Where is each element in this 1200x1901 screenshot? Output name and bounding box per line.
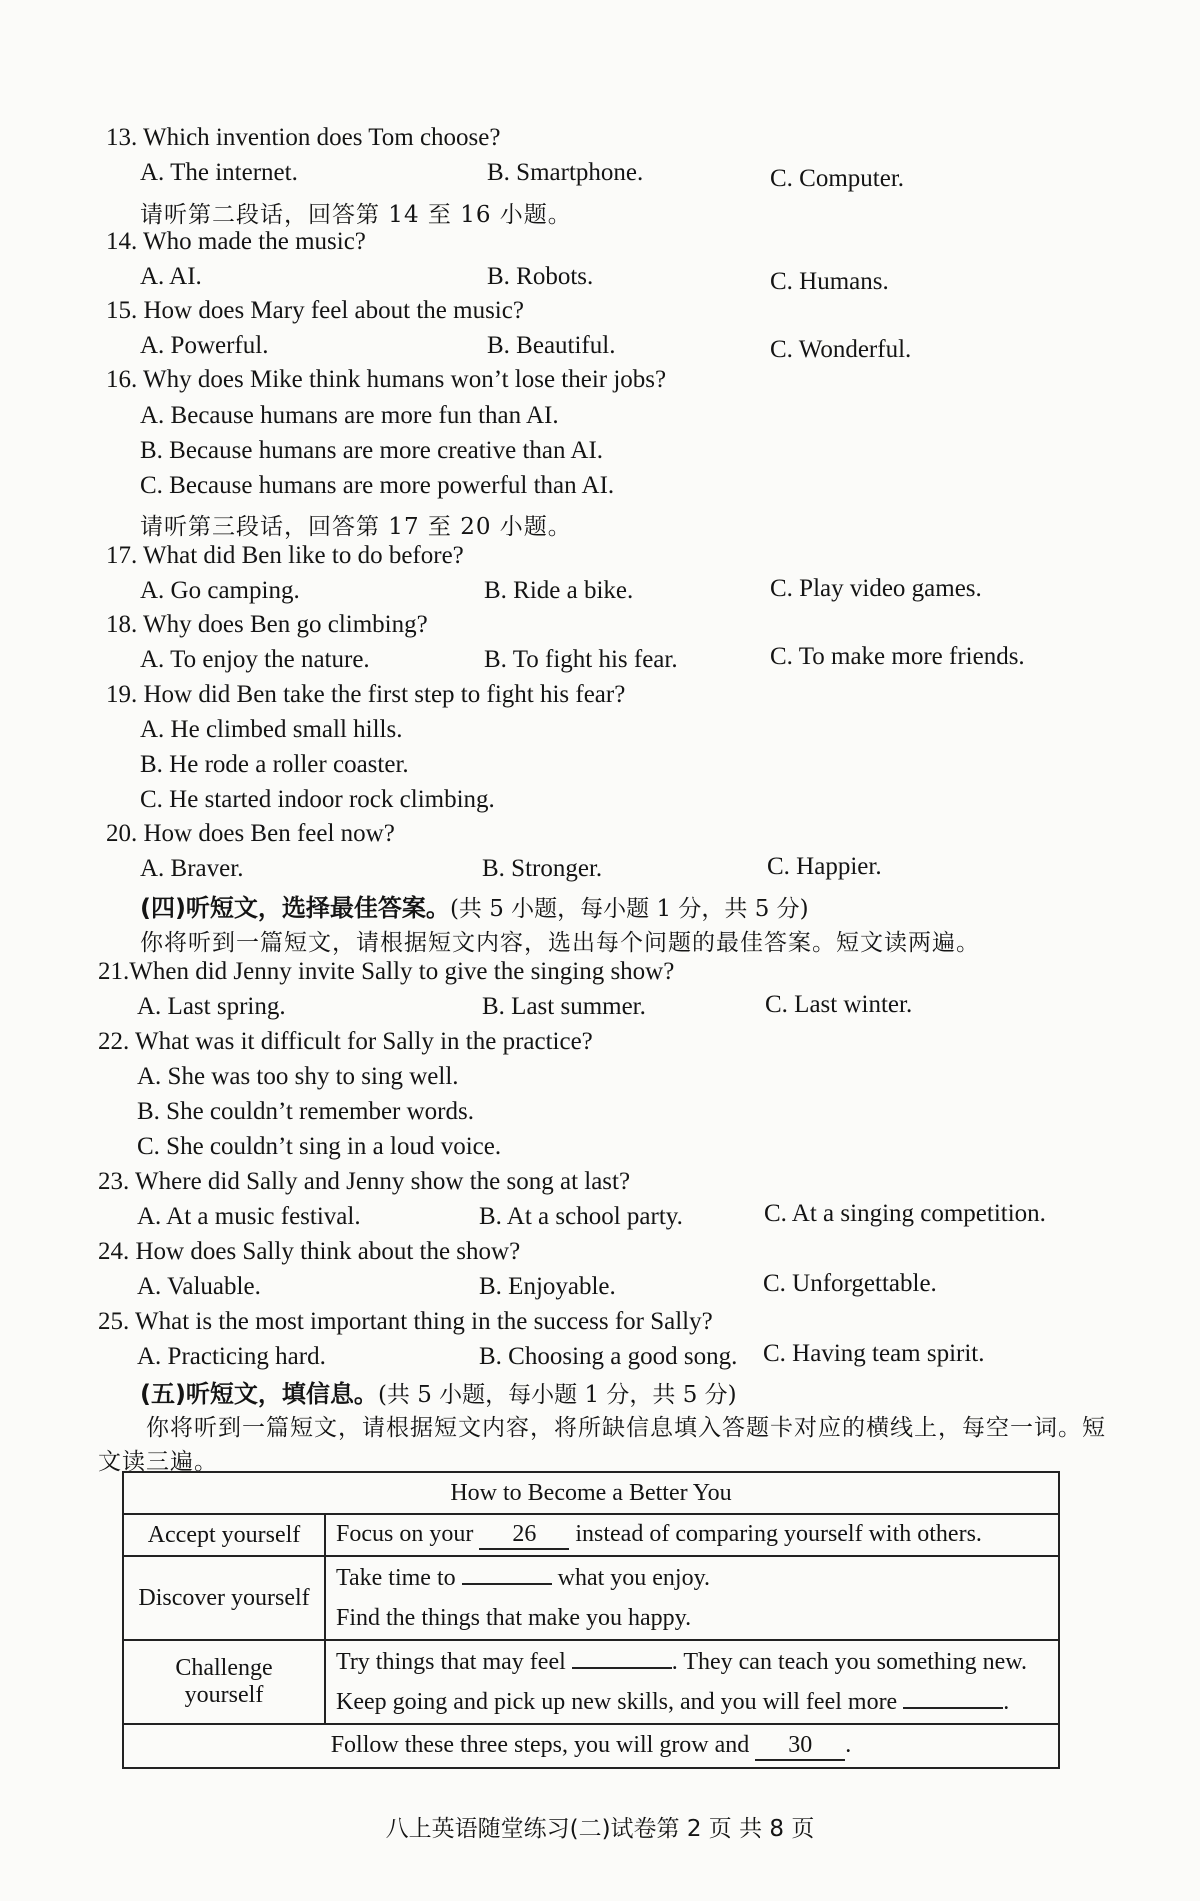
question-13-option-b: B. Smartphone. xyxy=(487,159,644,186)
part-5-instruction-line1: 你将听到一篇短文，请根据短文内容，将所缺信息填入答题卡对应的横线上，每空一词。短 xyxy=(146,1415,1106,1441)
table-row-label: Accept yourself xyxy=(123,1514,325,1556)
question-17-option-a: A. Go camping. xyxy=(140,577,300,604)
question-19-option-b: B. He rode a roller coaster. xyxy=(140,751,409,778)
row1-text-after: instead of comparing yourself with others. xyxy=(575,1520,982,1547)
question-23-option-c: C. At a singing competition. xyxy=(764,1200,1046,1227)
question-21-stem: 21.When did Jenny invite Sally to give the singing show? xyxy=(98,958,675,985)
question-21-option-b: B. Last summer. xyxy=(482,993,646,1020)
question-24-option-b: B. Enjoyable. xyxy=(479,1273,616,1300)
part-5-title: (五)听短文，填信息。 xyxy=(140,1380,378,1408)
table-row-content xyxy=(325,1556,1059,1640)
row3-text-before: Try things that may feel xyxy=(336,1649,566,1675)
question-15-option-c: C. Wonderful. xyxy=(770,336,912,363)
blank-26: 26 xyxy=(479,1521,569,1550)
question-13-option-c: C. Computer. xyxy=(770,165,905,192)
row3-line2-text-after: . xyxy=(1003,1689,1010,1715)
row1-text-before: Focus on your xyxy=(336,1520,474,1547)
question-16-stem: 16. Why does Mike think humans won’t lose their jobs? xyxy=(106,366,667,393)
table-title: How to Become a Better You xyxy=(123,1472,1059,1514)
question-15-option-a: A. Powerful. xyxy=(140,332,269,359)
row2-line2: Find the things that make you happy. xyxy=(336,1605,692,1631)
blank-28 xyxy=(572,1667,672,1669)
table-row-label: Challenge yourself xyxy=(123,1640,325,1724)
question-16-option-c: C. Because humans are more powerful than AI. xyxy=(140,472,615,499)
row2-text-before: Take time to xyxy=(336,1565,456,1591)
question-17-option-b: B. Ride a bike. xyxy=(484,577,634,604)
row4-text-before: Follow these three steps, you will grow and xyxy=(330,1731,750,1758)
table-row-content xyxy=(325,1514,1059,1556)
table-row-content xyxy=(325,1640,1059,1724)
question-14-option-a: A. AI. xyxy=(140,263,202,290)
question-25-option-c: C. Having team spirit. xyxy=(763,1340,985,1367)
row3-line2-text-before: Keep going and pick up new skills, and you will feel more xyxy=(336,1689,898,1715)
question-15-option-b: B. Beautiful. xyxy=(487,332,616,359)
row4-text-after: . xyxy=(845,1731,852,1758)
question-18-option-b: B. To fight his fear. xyxy=(484,646,678,673)
question-22-option-a: A. She was too shy to sing well. xyxy=(137,1063,459,1090)
blank-30: 30 xyxy=(755,1732,845,1761)
question-13-option-a: A. The internet. xyxy=(140,159,298,186)
question-18-stem: 18. Why does Ben go climbing? xyxy=(106,611,428,638)
question-18-option-c: C. To make more friends. xyxy=(770,643,1025,670)
part-5-instruction-line2: 文读三遍。 xyxy=(98,1449,218,1475)
question-14-stem: 14. Who made the music? xyxy=(106,228,366,255)
part-4-heading xyxy=(140,888,809,923)
question-20-option-c: C. Happier. xyxy=(767,853,882,880)
question-21-option-c: C. Last winter. xyxy=(765,991,913,1018)
question-15-stem: 15. How does Mary feel about the music? xyxy=(106,297,524,324)
question-20-option-a: A. Braver. xyxy=(140,855,244,882)
question-25-option-a: A. Practicing hard. xyxy=(137,1343,326,1370)
blank-27 xyxy=(462,1583,552,1585)
question-13-stem: 13. Which invention does Tom choose? xyxy=(106,124,501,151)
question-19-option-a: A. He climbed small hills. xyxy=(140,716,403,743)
fill-in-table xyxy=(122,1471,1060,1769)
question-22-option-b: B. She couldn’t remember words. xyxy=(137,1098,474,1125)
blank-29 xyxy=(903,1707,1003,1709)
question-14-option-c: C. Humans. xyxy=(770,268,889,295)
question-22-stem: 22. What was it difficult for Sally in the practice? xyxy=(98,1028,593,1055)
part-4-title: (四)听短文，选择最佳答案。 xyxy=(140,894,450,922)
question-14-option-b: B. Robots. xyxy=(487,263,594,290)
question-17-stem: 17. What did Ben like to do before? xyxy=(106,542,464,569)
part-4-score: (共 5 小题，每小题 1 分，共 5 分) xyxy=(449,896,809,922)
section-2-instruction: 请听第二段话，回答第 14 至 16 小题。 xyxy=(140,202,572,228)
table-summary-row xyxy=(123,1724,1059,1768)
question-25-stem: 25. What is the most important thing in the success for Sally? xyxy=(98,1308,713,1335)
question-16-option-b: B. Because humans are more creative than AI. xyxy=(140,437,604,464)
question-25-option-b: B. Choosing a good song. xyxy=(479,1343,738,1370)
row2-text-after: what you enjoy. xyxy=(557,1565,711,1591)
question-24-option-a: A. Valuable. xyxy=(137,1273,261,1300)
question-18-option-a: A. To enjoy the nature. xyxy=(140,646,370,673)
question-20-stem: 20. How does Ben feel now? xyxy=(106,820,395,847)
question-16-option-a: A. Because humans are more fun than AI. xyxy=(140,402,559,429)
part-5-score: (共 5 小题，每小题 1 分，共 5 分) xyxy=(377,1382,737,1408)
part-5-heading xyxy=(140,1374,737,1409)
section-3-instruction: 请听第三段话，回答第 17 至 20 小题。 xyxy=(140,514,572,540)
question-22-option-c: C. She couldn’t sing in a loud voice. xyxy=(137,1133,502,1160)
part-4-instruction: 你将听到一篇短文，请根据短文内容，选出每个问题的最佳答案。短文读两遍。 xyxy=(140,930,980,956)
question-20-option-b: B. Stronger. xyxy=(482,855,603,882)
question-21-option-a: A. Last spring. xyxy=(137,993,286,1020)
question-19-stem: 19. How did Ben take the first step to fight his fear? xyxy=(106,681,626,708)
page-footer: 八上英语随堂练习(二)试卷第 2 页 共 8 页 xyxy=(385,1816,815,1842)
table-row-label: Discover yourself xyxy=(123,1556,325,1640)
question-23-stem: 23. Where did Sally and Jenny show the song at last? xyxy=(98,1168,631,1195)
question-23-option-a: A. At a music festival. xyxy=(137,1203,361,1230)
question-23-option-b: B. At a school party. xyxy=(479,1203,683,1230)
question-19-option-c: C. He started indoor rock climbing. xyxy=(140,786,495,813)
question-24-option-c: C. Unforgettable. xyxy=(763,1270,937,1297)
question-17-option-c: C. Play video games. xyxy=(770,575,982,602)
question-24-stem: 24. How does Sally think about the show? xyxy=(98,1238,521,1265)
row3-text-after: . They can teach you something new. xyxy=(671,1649,1027,1675)
